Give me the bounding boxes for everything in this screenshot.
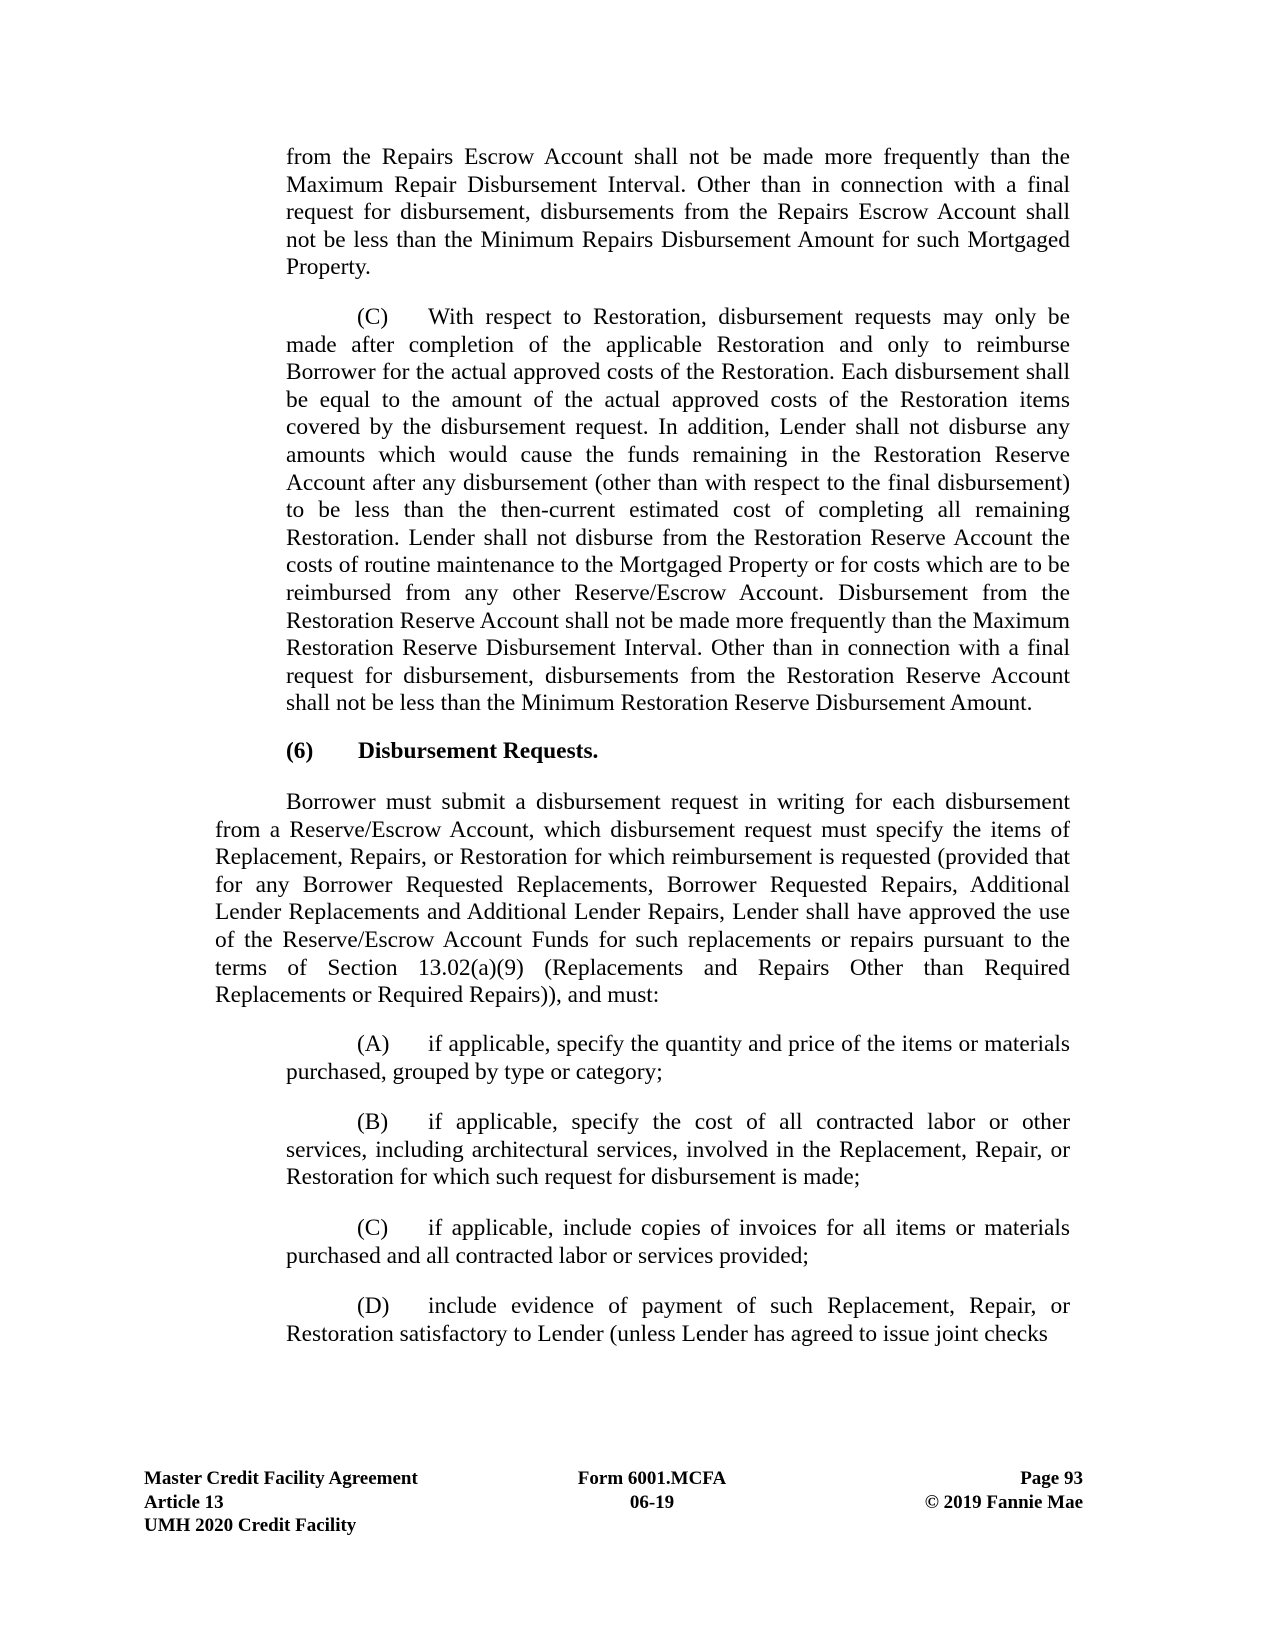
list-item-c-label: (C)	[357, 1215, 389, 1241]
paragraph-repairs-disbursement: from the Repairs Escrow Account shall not be made more frequently than the Maximum Repair Disbursement Interval. Other than in connection with a final request for disbursement, disbursements from the Repairs Escrow Account shall not be less than the Minimum Repairs Disbursement Amount for such Mortgaged Property.	[286, 144, 1070, 281]
list-item-b-label: (B)	[357, 1109, 389, 1135]
copyright: © 2019 Fannie Mae	[924, 1491, 1083, 1513]
paragraph-disbursement-requests: Borrower must submit a disbursement request in writing for each disbursement from a Reserve/Escrow Account, which disbursement request must specify the items of Replacement, Repairs, or Restoration for which reimbursement is requested (provided that for any Borrower Requested Replacements, Borrower Requested Repairs, Additional Lender Replacements and Additional Lender Repairs, Lender shall have approved the use of the Reserve/Escrow Account Funds for such replacements or repairs pursuant to the terms of Section 13.02(a)(9) (Replacements and Repairs Other than Required Replacements or Required Repairs)), and must:	[215, 789, 1070, 1009]
page-number: Page 93	[1020, 1468, 1083, 1489]
footer-form-date: 06-19	[629, 1491, 675, 1513]
list-item-a	[286, 1031, 1070, 1086]
footer-left	[144, 1467, 418, 1538]
footer-document-title: Master Credit Facility Agreement	[144, 1468, 418, 1489]
paragraph-restoration-text: With respect to Restoration, disbursement requests may only be made after completion of the applicable Restoration and only to reimburse Borrower for the actual approved costs of the Restoration. Each disbursement shall be equal to the amount of the actual approved costs of the Restoration items covered by the disbursement request. In addition, Lender shall not disburse any amounts which would cause the funds remaining in the Restoration Reserve Account after any disbursement (other than with respect to the final disbursement) to be less than the then-current estimated cost of completing all remaining Restoration. Lender shall not disburse from the Restoration Reserve Account the costs of routine maintenance to the Mortgaged Property or for costs which are to be reimbursed from any other Reserve/Escrow Account. Disbursement from the Restoration Reserve Account shall not be made more frequently than the Maximum Restoration Reserve Disbursement Interval. Other than in connection with a final request for disbursement, disbursements from the Restoration Reserve Account shall not be less than the Minimum Restoration Reserve Disbursement Amount.	[286, 304, 1070, 717]
list-item-b-text: if applicable, specify the cost of all contracted labor or other services, including architectural services, involved in the Replacement, Repair, or Restoration for which such request for disbursement is made;	[286, 1109, 1070, 1191]
list-item-c-text: if applicable, include copies of invoices for all items or materials purchased and all contracted labor or services provided;	[286, 1215, 1070, 1269]
list-item-a-text: if applicable, specify the quantity and price of the items or materials purchased, grouped by type or category;	[286, 1031, 1070, 1085]
list-item-a-label: (A)	[357, 1031, 390, 1057]
paragraph-restoration	[286, 304, 1070, 718]
section-number: (6)	[286, 738, 314, 764]
subsection-label-c: (C)	[357, 304, 389, 330]
list-item-d-label: (D)	[357, 1293, 390, 1319]
footer-facility-name: UMH 2020 Credit Facility	[144, 1515, 357, 1536]
list-item-d-text: include evidence of payment of such Replacement, Repair, or Restoration satisfactory to Lender (unless Lender has agreed to issue joint checks	[286, 1293, 1070, 1347]
footer-right	[883, 1467, 1083, 1514]
footer-article: Article 13	[144, 1491, 224, 1513]
footer-form-number: Form 6001.MCFA	[577, 1468, 727, 1489]
list-item-c	[286, 1215, 1070, 1270]
section-title: Disbursement Requests.	[358, 738, 599, 764]
section-heading	[286, 738, 598, 766]
footer-center	[552, 1467, 752, 1514]
list-item-b	[286, 1109, 1070, 1192]
list-item-d	[286, 1293, 1070, 1348]
